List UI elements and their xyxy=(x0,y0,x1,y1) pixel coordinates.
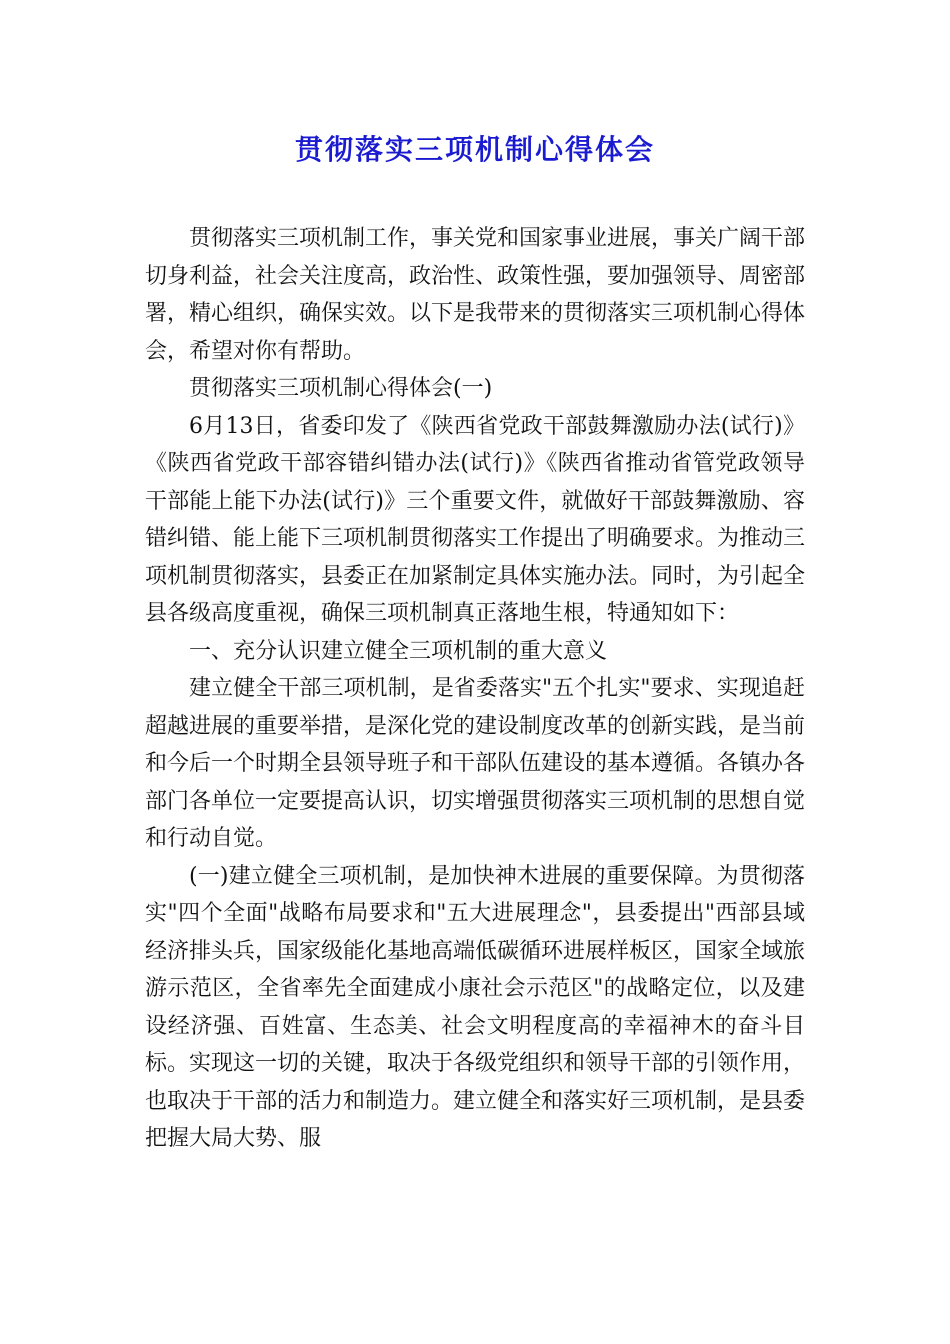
paragraph-point-1: (一)建立健全三项机制，是加快神木进展的重要保障。为贯彻落实"四个全面"战略布局要求和"五大进展理念"，县委提出"西部县域经济排头兵，国家级能化基地高端低碳循环进展样板区，国家全域旅游示范区，全省率先全面建成小康社会示范区"的战略定位，以及建设经济强、百姓富、生态美、社会文明程度高的幸福神木的奋斗目标。实现这一切的关键，取决于各级党组织和领导干部的引领作用，也取决于干部的活力和制造力。建立健全和落实好三项机制，是县委把握大局大势、服 xyxy=(145,863,806,1151)
paragraph-section-heading: 贯彻落实三项机制心得体会(一) xyxy=(189,376,493,401)
paragraph-intro: 贯彻落实三项机制工作，事关党和国家事业进展，事关广阔干部切身利益，社会关注度高，政治性、政策性强，要加强领导、周密部署，精心组织，确保实效。以下是我带来的贯彻落实三项机制心得体会，希望对你有帮助。 xyxy=(145,226,806,364)
document-title: 贯彻落实三项机制心得体会 xyxy=(294,133,655,166)
document-body xyxy=(145,220,805,1158)
paragraph-notice: 6月13日，省委印发了《陕西省党政干部鼓舞激励办法(试行)》《陕西省党政干部容错纠错办法(试行)》《陕西省推动省管党政领导干部能上能下办法(试行)》三个重要文件，就做好干部鼓舞激励、容错纠错、能上能下三项机制贯彻落实工作提出了明确要求。为推动三项机制贯彻落实，县委正在加紧制定具体实施办法。同时，为引起全县各级高度重视，确保三项机制真正落地生根，特通知如下： xyxy=(145,413,806,626)
paragraph-heading-1: 一、充分认识建立健全三项机制的重大意义 xyxy=(189,638,608,664)
paragraph-significance: 建立健全干部三项机制，是省委落实"五个扎实"要求、实现追赶超越进展的重要举措，是深化党的建设制度改革的创新实践，是当前和今后一个时期全县领导班子和干部队伍建设的基本遵循。各镇办各部门各单位一定要提高认识，切实增强贯彻落实三项机制的思想自觉和行动自觉。 xyxy=(145,676,806,851)
